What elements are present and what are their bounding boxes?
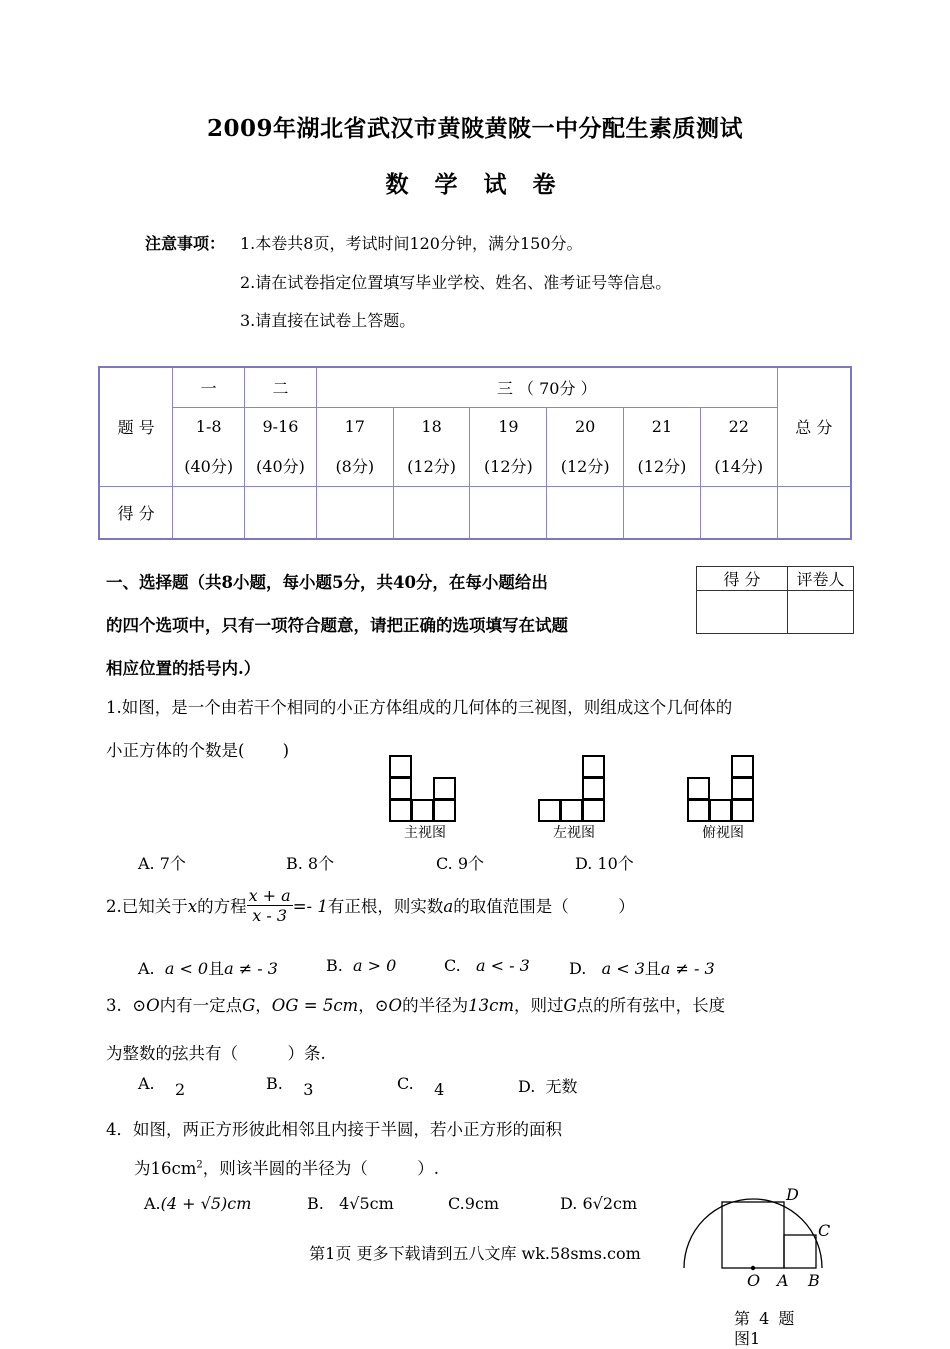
notice-label: 注意事项： [145, 234, 226, 253]
part1-points: (40分) [173, 446, 245, 486]
q20-num: 20 [547, 407, 624, 446]
section1-line1: 一、选择题（共8小题，每小题5分，共40分，在每小题给出 [106, 573, 548, 592]
notice-item-1: 1.本卷共8页，考试时间120分钟，满分150分。 [240, 234, 583, 253]
cube [582, 777, 605, 800]
q2-var-x: x [187, 897, 198, 916]
q1-line1: 1.如图，是一个由若干个相同的小正方体组成的几何体的三视图，则组成这个几何体的 [106, 698, 733, 717]
option-value: 2 [174, 1080, 186, 1099]
q19-num: 19 [470, 407, 547, 446]
option-label: B. [326, 956, 343, 975]
page-subtitle: 数 学 试 卷 [385, 171, 565, 198]
q3-option-d [518, 1074, 578, 1097]
q1-option-a: A. 7个 [138, 854, 186, 873]
option-label: C. [448, 1194, 465, 1213]
score-cell[interactable] [173, 486, 245, 539]
part3-name: 三 （ 70分 ） [316, 367, 777, 407]
view-label-front: 主视图 [404, 825, 446, 841]
part2-range: 9-16 [245, 407, 317, 446]
q1-option-d: D. 10个 [575, 854, 634, 873]
total-score-cell[interactable] [777, 486, 851, 539]
q1-option-c: C. 9个 [436, 854, 485, 873]
option-expr: 4√5cm [339, 1194, 394, 1213]
label-c: C [818, 1221, 831, 1240]
q4-line2 [134, 1155, 439, 1179]
q3-comma: ， [255, 996, 272, 1015]
q2-option-c [444, 956, 530, 975]
q3-text: 的半径为 [402, 996, 469, 1015]
q2-stem [106, 886, 635, 925]
q3-text: 内有一定点 [159, 996, 243, 1015]
option-expr: 9cm [464, 1194, 500, 1213]
q2-option-b [326, 956, 396, 975]
score-cell[interactable] [547, 486, 624, 539]
label-a: A [777, 1271, 789, 1290]
section1-line2: 的四个选项中，只有一项符合题意，请把正确的选项填写在试题 [106, 616, 568, 635]
cube [731, 755, 754, 778]
q2-frac-num: x + a [248, 886, 291, 905]
circle-symbol: ⊙ [132, 996, 147, 1015]
point-o: O [146, 996, 160, 1015]
q18-num: 18 [393, 407, 470, 446]
label-d: D [786, 1185, 799, 1204]
cube [411, 799, 434, 822]
q4-option-a [144, 1194, 251, 1213]
option-expr: 6√2cm [582, 1194, 638, 1213]
q3-og: OG = 5cm [271, 996, 359, 1015]
cube [433, 799, 456, 822]
q4-option-c [448, 1194, 499, 1213]
figure-caption-1: 第 4 题 [734, 1309, 797, 1328]
option-label: D. [560, 1194, 578, 1213]
view-label-top: 俯视图 [702, 825, 744, 841]
q2-option-d [569, 956, 715, 979]
cube [389, 755, 412, 778]
option-expr: (4 + √5)cm [160, 1194, 252, 1213]
option-label: A. [138, 959, 155, 978]
q4-text: ，则该半圆的半径为（ ）. [202, 1159, 440, 1178]
option-label: C. [444, 956, 461, 975]
cube [538, 799, 561, 822]
q2-var-a: a [443, 897, 454, 916]
center-point [751, 1266, 755, 1270]
label-b: B [808, 1271, 820, 1290]
option-label: B. [266, 1074, 283, 1093]
point-o: O [388, 996, 403, 1015]
option-expr: a ≠ - 3 [660, 959, 715, 978]
q3-text: ，则过 [513, 996, 564, 1015]
cube [731, 777, 754, 800]
q1-option-b: B. 8个 [286, 854, 335, 873]
q4-text: 为16cm [134, 1159, 197, 1178]
page-footer: 第1页 更多下载请到五八文库 wk.58sms.com [309, 1244, 641, 1263]
q2-mid: 的方程 [197, 897, 247, 916]
q3-stem [106, 992, 725, 1016]
score-cell[interactable] [393, 486, 470, 539]
q3-option-b [266, 1074, 314, 1099]
point-g: G [563, 996, 577, 1015]
option-label: D. [569, 959, 587, 978]
page-title: 2009年湖北省武汉市黄陂黄陂一中分配生素质测试 [206, 115, 743, 142]
score-row-label: 得 分 [99, 486, 173, 539]
q2-eq: =- 1 [292, 897, 328, 916]
cube [582, 755, 605, 778]
q2-frac-den: x - 3 [252, 906, 288, 925]
q21-points: (12分) [624, 446, 701, 486]
part1-name: 一 [173, 367, 245, 407]
q2-prefix: 2.已知关于 [106, 897, 188, 916]
section1-line3: 相应位置的括号内.） [106, 659, 261, 678]
q4-line1: 4．如图，两正方形彼此相邻且内接于半圆，若小正方形的面积 [106, 1120, 562, 1139]
score-cell[interactable] [470, 486, 547, 539]
grader-reviewer-label: 评卷人 [788, 567, 854, 591]
option-label: C. [397, 1074, 414, 1093]
q21-num: 21 [624, 407, 701, 446]
q4-option-b [307, 1194, 394, 1213]
option-expr: a < - 3 [476, 956, 530, 975]
q3-line2: 为整数的弦共有（ ）条. [106, 1044, 326, 1063]
option-and: 且 [208, 959, 225, 978]
q3-text: 点的所有弦中，长度 [576, 996, 726, 1015]
option-and: 且 [644, 959, 661, 978]
option-label: B. [307, 1194, 324, 1213]
q17-num: 17 [316, 407, 393, 446]
point-g: G [242, 996, 256, 1015]
grader-score-cell[interactable] [697, 591, 788, 634]
q20-points: (12分) [547, 446, 624, 486]
option-value: 无数 [545, 1077, 578, 1096]
q22-points: (14分) [700, 446, 777, 486]
q22-num: 22 [700, 407, 777, 446]
q3-radius: 13cm [468, 996, 514, 1015]
grader-score-label: 得 分 [697, 567, 788, 591]
q3-option-a [138, 1074, 186, 1099]
q18-points: (12分) [393, 446, 470, 486]
q4-option-d [560, 1194, 637, 1213]
q2-fraction [247, 886, 293, 925]
score-table [98, 366, 852, 540]
notice-item-2: 2.请在试卷指定位置填写毕业学校、姓名、准考证号等信息。 [240, 273, 672, 292]
q2-option-a [138, 956, 278, 979]
cube [687, 799, 710, 822]
q19-points: (12分) [470, 446, 547, 486]
q2-suffix1: 有正根，则实数 [327, 897, 444, 916]
score-cell[interactable] [700, 486, 777, 539]
grader-table [696, 566, 854, 634]
cube [582, 799, 605, 822]
q3-option-c [397, 1074, 445, 1099]
part1-range: 1-8 [173, 407, 245, 446]
option-expr: a > 0 [353, 956, 397, 975]
cube [560, 799, 583, 822]
circle-symbol: ⊙ [374, 996, 389, 1015]
grader-reviewer-cell[interactable] [788, 591, 854, 634]
score-cell[interactable] [245, 486, 317, 539]
cube [389, 777, 412, 800]
option-expr: a ≠ - 3 [224, 959, 278, 978]
label-o: O [747, 1271, 761, 1290]
option-value: 3 [303, 1080, 314, 1099]
cube [731, 799, 754, 822]
option-expr: a < 0 [164, 959, 209, 978]
figure-caption-2: 图1 [734, 1329, 761, 1348]
option-label: A. [144, 1194, 161, 1213]
part2-name: 二 [245, 367, 317, 407]
notice-item-3: 3.请直接在试卷上答题。 [240, 311, 416, 330]
total-header: 总 分 [777, 367, 851, 486]
option-value: 4 [434, 1080, 445, 1099]
score-cell[interactable] [624, 486, 701, 539]
cube [709, 799, 732, 822]
q3-num: 3. [106, 996, 122, 1015]
cube [433, 777, 456, 800]
cube [389, 799, 412, 822]
part2-points: (40分) [245, 446, 317, 486]
q3-comma: ， [358, 996, 375, 1015]
row-header-cell: 题 号 [99, 367, 173, 486]
option-expr: a < 3 [601, 959, 645, 978]
cube [687, 777, 710, 800]
score-cell[interactable] [316, 486, 393, 539]
q4-superscript: 2 [196, 1159, 203, 1171]
option-label: A. [138, 1074, 155, 1093]
q1-line2: 小正方体的个数是( ) [106, 741, 290, 760]
view-label-left: 左视图 [553, 825, 595, 841]
option-label: D. [518, 1077, 536, 1096]
q17-points: (8分) [316, 446, 393, 486]
q2-suffix2: 的取值范围是（ ） [453, 897, 635, 916]
